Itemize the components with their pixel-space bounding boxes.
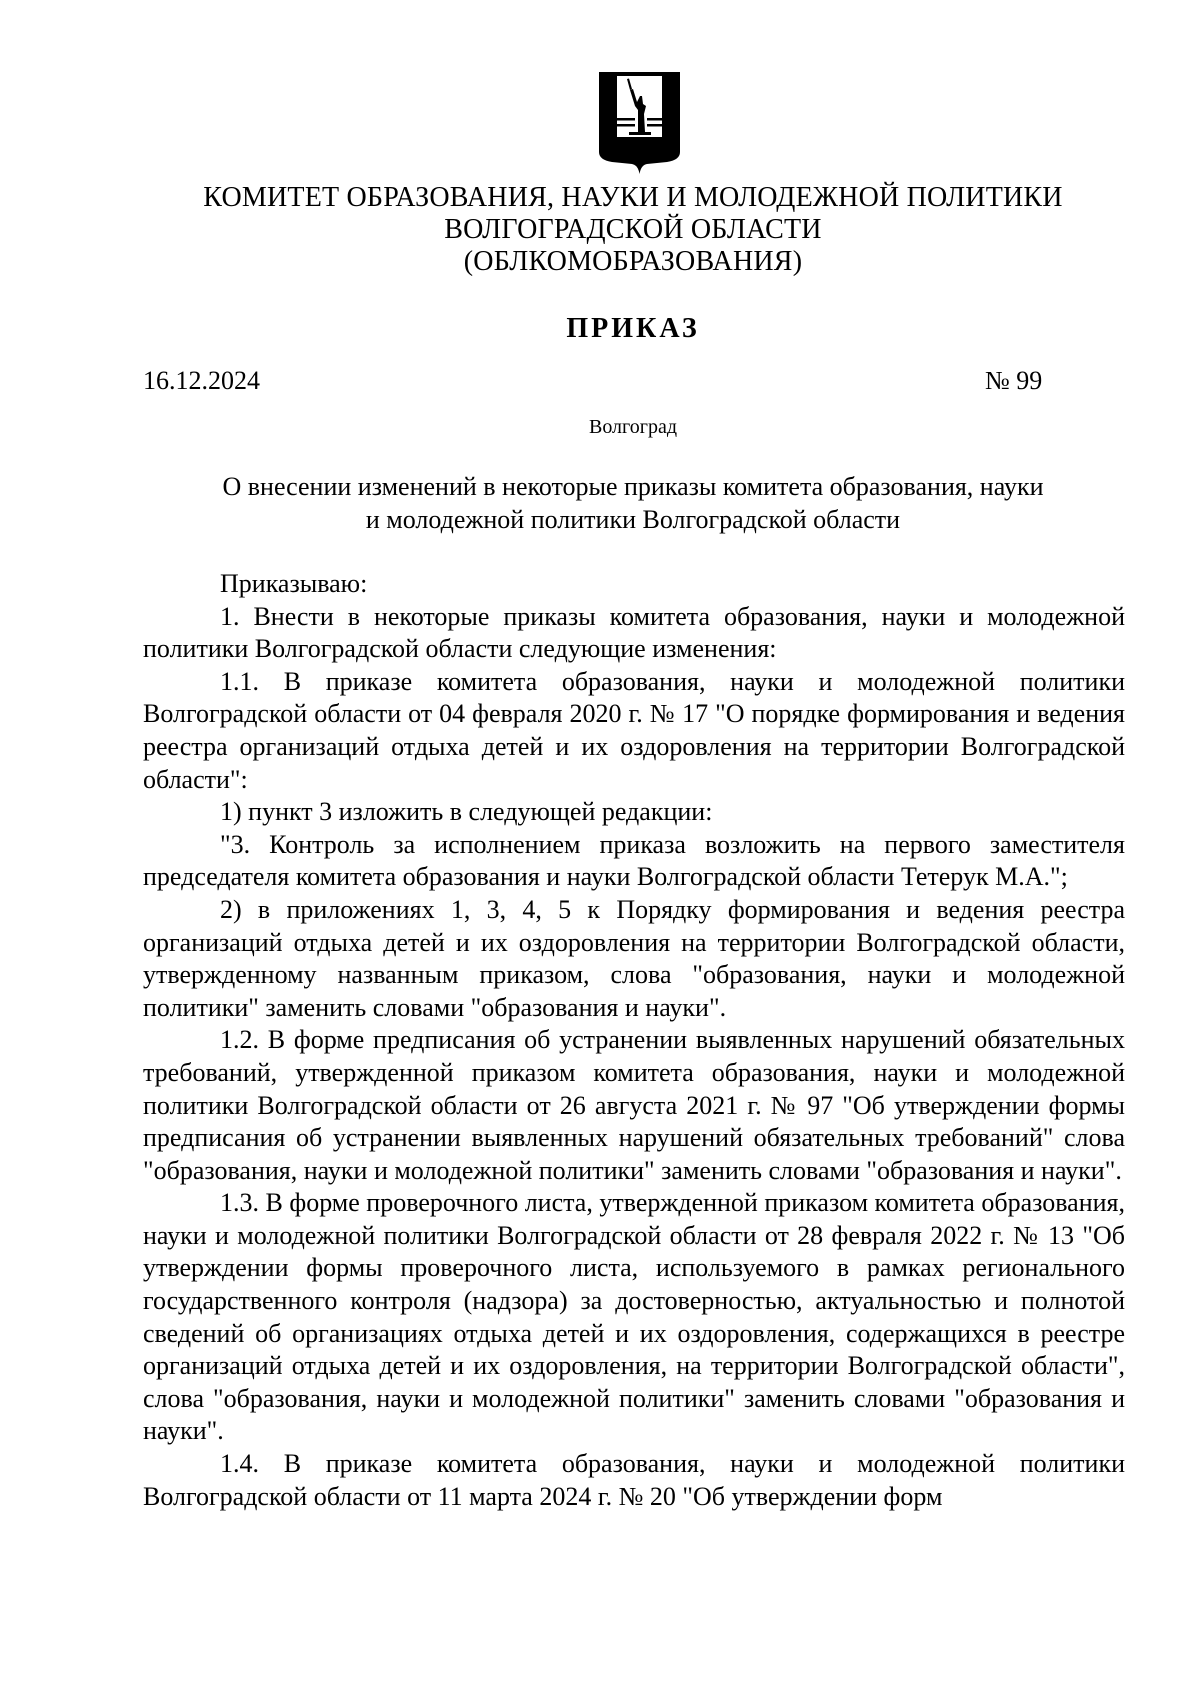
body-paragraph: Приказываю: [220, 569, 368, 598]
organization-name [140, 182, 1126, 278]
document-subject [140, 470, 1126, 536]
body-paragraph: 1) пункт 3 изложить в следующей редакции: [220, 797, 713, 827]
subject-line: и молодежной политики Волгоградской области [365, 505, 901, 534]
body-paragraph: 1.3. В форме проверочного листа, утвержденной приказом комитета образования, науки и молодежной политики Волгоградской области от 28 февраля 2022 г. № 13 "Об утверждении формы проверочного листа, используемого в рамках регионального государственного контроля (надзора) за достоверностью, актуальностью и полнотой сведений об организациях отдыха детей и их оздоровления, содержащихся в реестре организаций отдыха детей и их оздоровления, на территории Волгоградской области", слова "образования, науки и молодежной политики" заменить словами "образования и науки". [143, 1188, 1125, 1446]
body-paragraph: 1.1. В приказе комитета образования, науки и молодежной политики Волгоградской области от 04 февраля 2020 г. № 17 "О порядке формирования и ведения реестра организаций отдыха детей и их оздоровления на территории Волгоградской области": [143, 666, 1125, 794]
body-paragraph: 1.2. В форме предписания об устранении выявленных нарушений обязательных требований, утвержденной приказом комитета образования, науки и молодежной политики Волгоградской области от 26 августа 2021 г. № 97 "Об утверждении формы предписания об устранении выявленных нарушений обязательных требований" слова "образования, науки и молодежной политики" заменить словами "образования и науки". [143, 1025, 1125, 1185]
body-paragraph: 2) в приложениях 1, 3, 4, 5 к Порядку формирования и ведения реестра организаций отдыха детей и их оздоровления на территории Волгоградской области, утвержденному названным приказом, слова "образования, науки и молодежной политики" заменить словами "образования и науки". [143, 894, 1125, 1022]
document-city: Волгоград [588, 416, 678, 438]
document-type: ПРИКАЗ [566, 313, 700, 344]
org-line: ВОЛГОГРАДСКОЙ ОБЛАСТИ [444, 214, 822, 245]
org-line: КОМИТЕТ ОБРАЗОВАНИЯ, НАУКИ И МОЛОДЕЖНОЙ ПОЛИТИКИ [203, 182, 1063, 213]
body-paragraph: 1. Внести в некоторые приказы комитета образования, науки и молодежной политики Волгоградской области следующие изменения: [143, 601, 1125, 664]
subject-line: О внесении изменений в некоторые приказы комитета образования, науки [222, 472, 1044, 501]
coat-of-arms-icon [597, 70, 682, 175]
document-body [143, 568, 1125, 1513]
body-paragraph: "3. Контроль за исполнением приказа возложить на первого заместителя председателя комитета образования и науки Волгоградской области Тетерук М.А."; [143, 829, 1125, 892]
org-line: (ОБЛКОМОБРАЗОВАНИЯ) [463, 246, 803, 277]
body-paragraph: 1.4. В приказе комитета образования, науки и молодежной политики Волгоградской области от 11 марта 2024 г. № 20 "Об утверждении форм [143, 1449, 1125, 1511]
document-date: 16.12.2024 [143, 366, 260, 395]
document-number: № 99 [985, 366, 1043, 395]
